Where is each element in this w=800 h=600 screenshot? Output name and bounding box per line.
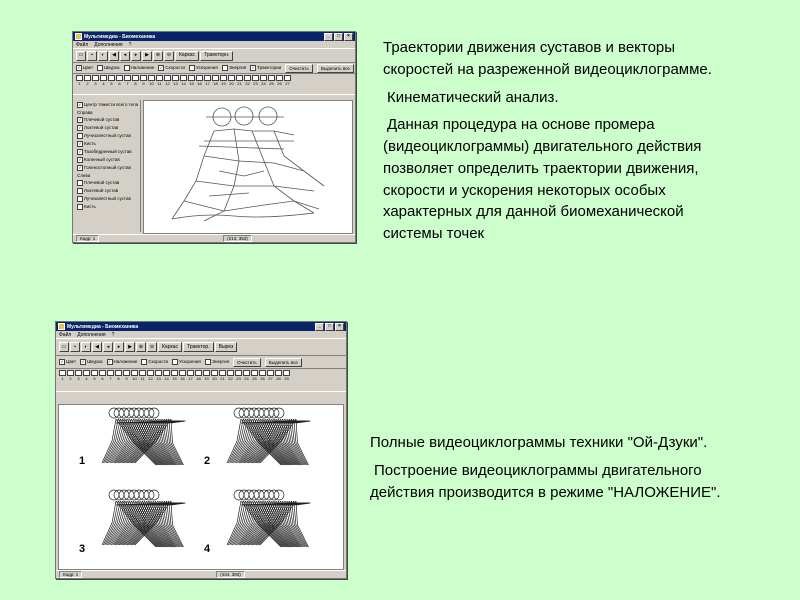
- frame-number: 24: [244, 376, 249, 381]
- frame-number: 1: [78, 81, 81, 86]
- opt-speed[interactable]: ✓ Скорости: [159, 65, 186, 71]
- maximize-icon[interactable]: □: [325, 323, 334, 331]
- frame-status: Кадр: 1: [76, 235, 99, 242]
- menu-file[interactable]: Файл: [59, 331, 72, 338]
- overlay-figure: [102, 408, 186, 465]
- trajectory-figure: [144, 101, 352, 233]
- overlay-figure: [227, 408, 311, 465]
- frame-number: 15: [189, 81, 194, 86]
- menu-extras[interactable]: Дополнения: [77, 331, 106, 338]
- figure-label-1: 1: [79, 455, 86, 467]
- toolbar: [56, 338, 346, 356]
- frame-number: 14: [181, 81, 186, 86]
- frame-number: 20: [229, 81, 234, 86]
- kinematic-heading: Кинематический анализ.: [387, 88, 559, 106]
- frame-number: 16: [197, 81, 202, 86]
- frame-number: 26: [277, 81, 282, 86]
- cyclogram-figures: [59, 405, 343, 569]
- opt-overlay[interactable]: Наложение: [124, 65, 155, 71]
- frame-number: 6: [118, 81, 121, 86]
- overlay-figure: [227, 490, 311, 547]
- joint-option[interactable]: ✓ Плечевой сустав: [78, 117, 120, 123]
- frame-number: 25: [269, 81, 274, 86]
- skeleton-button[interactable]: Каркас: [175, 51, 199, 61]
- frame-number: 11: [157, 81, 162, 86]
- figure-label-4: 4: [204, 543, 211, 555]
- frame-number: 4: [85, 376, 88, 381]
- joint-option[interactable]: Лучезапястный сустав: [77, 196, 138, 202]
- frame-number: 19: [221, 81, 226, 86]
- frame-number: 21: [237, 81, 242, 86]
- joint-option[interactable]: Локтевой сустав: [77, 188, 138, 194]
- frame-number: 9: [125, 376, 128, 381]
- joint-option[interactable]: ✓ Коленный сустав: [78, 157, 120, 163]
- joint-option[interactable]: ✓ Тазобедренный сустав: [78, 149, 132, 155]
- coords-status: (434, 393): [216, 571, 245, 578]
- opt-color[interactable]: ✓ Цвет: [60, 359, 77, 365]
- menu-help[interactable]: ?: [111, 331, 115, 338]
- rewind-icon[interactable]: ◀: [92, 342, 102, 352]
- menu-file[interactable]: Файл: [76, 41, 89, 48]
- app-window-bottom: [55, 321, 347, 579]
- close-icon[interactable]: ×: [335, 323, 344, 331]
- trajectory-button[interactable]: Траектор.: [183, 342, 214, 352]
- frame-number: 13: [173, 81, 178, 86]
- procedure-paragraph: Данная процедура на основе промера (видеоциклограммы) двигательного действия позволяет определить траектории движения, скорости и ускорения некоторых особых характерных для данной биомеханической системы точек: [383, 116, 702, 242]
- frame-number: 21: [220, 376, 225, 381]
- panel-group-label: Слева: [77, 173, 91, 178]
- joint-option[interactable]: Лучезапястный сустав: [77, 133, 138, 139]
- app-icon: [75, 33, 82, 40]
- open-icon[interactable]: ▭: [59, 342, 69, 352]
- joint-option[interactable]: Плечевой сустав: [77, 180, 138, 186]
- joint-option[interactable]: ✓ Кисть: [78, 141, 96, 147]
- save-icon[interactable]: ▪: [87, 51, 97, 61]
- menu-help[interactable]: ?: [128, 41, 132, 48]
- frame-number: 20: [212, 376, 217, 381]
- opt-energy[interactable]: Энергия: [205, 359, 229, 365]
- status-bar: [73, 234, 355, 242]
- overlay-paragraph: Построение видеоциклограммы двигательного действия производится в режиме "НАЛОЖЕНИЕ".: [370, 461, 721, 501]
- toolbar: [73, 48, 355, 63]
- frame-selector: [56, 368, 346, 392]
- clear-button[interactable]: Очистить: [285, 64, 313, 73]
- frame-number: 10: [149, 81, 154, 86]
- opt-overlay[interactable]: ✓ Наложение: [107, 359, 138, 365]
- options-bar: [73, 63, 355, 73]
- frame-number: 16: [180, 376, 185, 381]
- select-all-button[interactable]: Выделить все: [317, 64, 354, 73]
- frame-number: 24: [261, 81, 266, 86]
- opt-color[interactable]: ✓ Цвет: [77, 65, 94, 71]
- frame-number: 23: [236, 376, 241, 381]
- opt-trajectory[interactable]: ✓ Траектории: [251, 65, 282, 71]
- frame-number: 22: [245, 81, 250, 86]
- frame-number: 9: [142, 81, 145, 86]
- next-frame-icon[interactable]: ▶: [125, 342, 135, 352]
- next-frame-icon[interactable]: ▶: [142, 51, 152, 61]
- maximize-icon[interactable]: □: [334, 33, 343, 41]
- description-bottom: [370, 432, 740, 509]
- trajectories-paragraph: Траектории движения суставов и векторы скоростей на разреженной видеоциклограмме.: [383, 39, 712, 78]
- window-title: Мультимедиа - Биомеханика: [84, 33, 156, 40]
- frame-number: 28: [276, 376, 281, 381]
- frame-number: 23: [253, 81, 258, 86]
- frame-number: 1: [61, 376, 64, 381]
- zoom-in-icon[interactable]: ⊕: [153, 51, 163, 61]
- frame-number: 7: [109, 376, 112, 381]
- frame-number: 4: [102, 81, 105, 86]
- frame-number: 22: [228, 376, 233, 381]
- frame-number: 2: [86, 81, 89, 86]
- clear-button[interactable]: Очистить: [233, 358, 261, 367]
- opt-accel[interactable]: Ускорения: [189, 65, 218, 71]
- trajectory-button[interactable]: Траекторн.: [200, 51, 233, 61]
- open-icon[interactable]: ▭: [76, 51, 86, 61]
- frame-number: 14: [164, 376, 169, 381]
- frame-number: 19: [204, 376, 209, 381]
- frame-number: 7: [126, 81, 129, 86]
- figure-label-2: 2: [204, 455, 211, 467]
- joint-option[interactable]: ✓ Локтевой сустав: [78, 125, 119, 131]
- figure-label-3: 3: [79, 543, 86, 555]
- cyclogram-paragraph: Полные видеоциклограммы техники "Ой-Дзуки".: [370, 434, 708, 451]
- frame-number: 2: [69, 376, 72, 381]
- save-icon[interactable]: ▪: [70, 342, 80, 352]
- app-window-top: [72, 31, 356, 243]
- frame-number: 17: [188, 376, 193, 381]
- play-icon[interactable]: ▸: [131, 51, 141, 61]
- frame-number: 8: [134, 81, 137, 86]
- frame-number: 13: [156, 376, 161, 381]
- menu-bar: [73, 41, 355, 48]
- frame-selector: [73, 73, 355, 95]
- frame-number: 15: [172, 376, 177, 381]
- frame-number: 12: [148, 376, 153, 381]
- frame-number: 10: [132, 376, 137, 381]
- opt-accel[interactable]: Ускорения: [172, 359, 201, 365]
- opt-energy[interactable]: Энергия: [222, 65, 246, 71]
- frame-number: 6: [101, 376, 104, 381]
- frame-number: 5: [93, 376, 96, 381]
- frame-number: 25: [252, 376, 257, 381]
- frame-status: Кадр: 1: [59, 571, 82, 578]
- frame-number: 3: [94, 81, 97, 86]
- zoom-out-icon[interactable]: ⊖: [147, 342, 157, 352]
- joint-option[interactable]: ✓ Голеностопный сустав: [78, 165, 131, 171]
- frame-number: 11: [140, 376, 145, 381]
- frame-number: 12: [165, 81, 170, 86]
- coords-status: (213, 353): [223, 235, 252, 242]
- frame-number: 5: [110, 81, 113, 86]
- prev-frame-icon[interactable]: ◂: [120, 51, 130, 61]
- frame-number: 18: [213, 81, 218, 86]
- frame-number: 17: [205, 81, 210, 86]
- window-title: Мультимедиа - Биомеханика: [67, 323, 139, 330]
- title-bar[interactable]: [73, 32, 355, 41]
- menu-extras[interactable]: Дополнения: [94, 41, 123, 48]
- frame-number: 29: [284, 376, 289, 381]
- overlay-figure: [102, 490, 186, 547]
- color-icon[interactable]: ◐: [81, 342, 91, 352]
- joint-option[interactable]: ✓ Центр тяжести всего тела: [78, 102, 139, 108]
- minimize-icon[interactable]: _: [324, 33, 333, 41]
- zoom-in-icon[interactable]: ⊕: [136, 342, 146, 352]
- play-icon[interactable]: ▸: [114, 342, 124, 352]
- minimize-icon[interactable]: _: [315, 323, 324, 331]
- cut-button[interactable]: Вырез: [215, 342, 238, 352]
- canvas-area[interactable]: [143, 100, 353, 234]
- app-icon: [58, 323, 65, 330]
- opt-skin[interactable]: ✓ Шкурка: [81, 359, 103, 365]
- prev-frame-icon[interactable]: ◂: [103, 342, 113, 352]
- rewind-icon[interactable]: ◀: [109, 51, 119, 61]
- close-icon[interactable]: ×: [344, 33, 353, 41]
- opt-skin[interactable]: Шкурка: [97, 65, 119, 71]
- skeleton-button[interactable]: Каркас: [158, 342, 182, 352]
- zoom-out-icon[interactable]: ⊖: [164, 51, 174, 61]
- frame-number: 27: [285, 81, 290, 86]
- opt-speed[interactable]: Скорости: [141, 359, 168, 365]
- frame-number: 26: [260, 376, 265, 381]
- title-bar[interactable]: [56, 322, 346, 331]
- frame-number: 27: [268, 376, 273, 381]
- options-bar: [56, 356, 346, 368]
- color-icon[interactable]: ◐: [98, 51, 108, 61]
- menu-bar: [56, 331, 346, 338]
- joint-option[interactable]: Кисть: [77, 204, 138, 210]
- frame-number: 18: [196, 376, 201, 381]
- status-bar: [56, 570, 346, 578]
- select-all-button[interactable]: Выделить все: [265, 358, 302, 367]
- panel-group-label: Справа: [77, 110, 93, 115]
- frame-number: 8: [117, 376, 120, 381]
- description-top: [383, 37, 728, 251]
- joint-panel: [75, 100, 141, 232]
- frame-number: 3: [77, 376, 80, 381]
- canvas-area[interactable]: [58, 404, 344, 570]
